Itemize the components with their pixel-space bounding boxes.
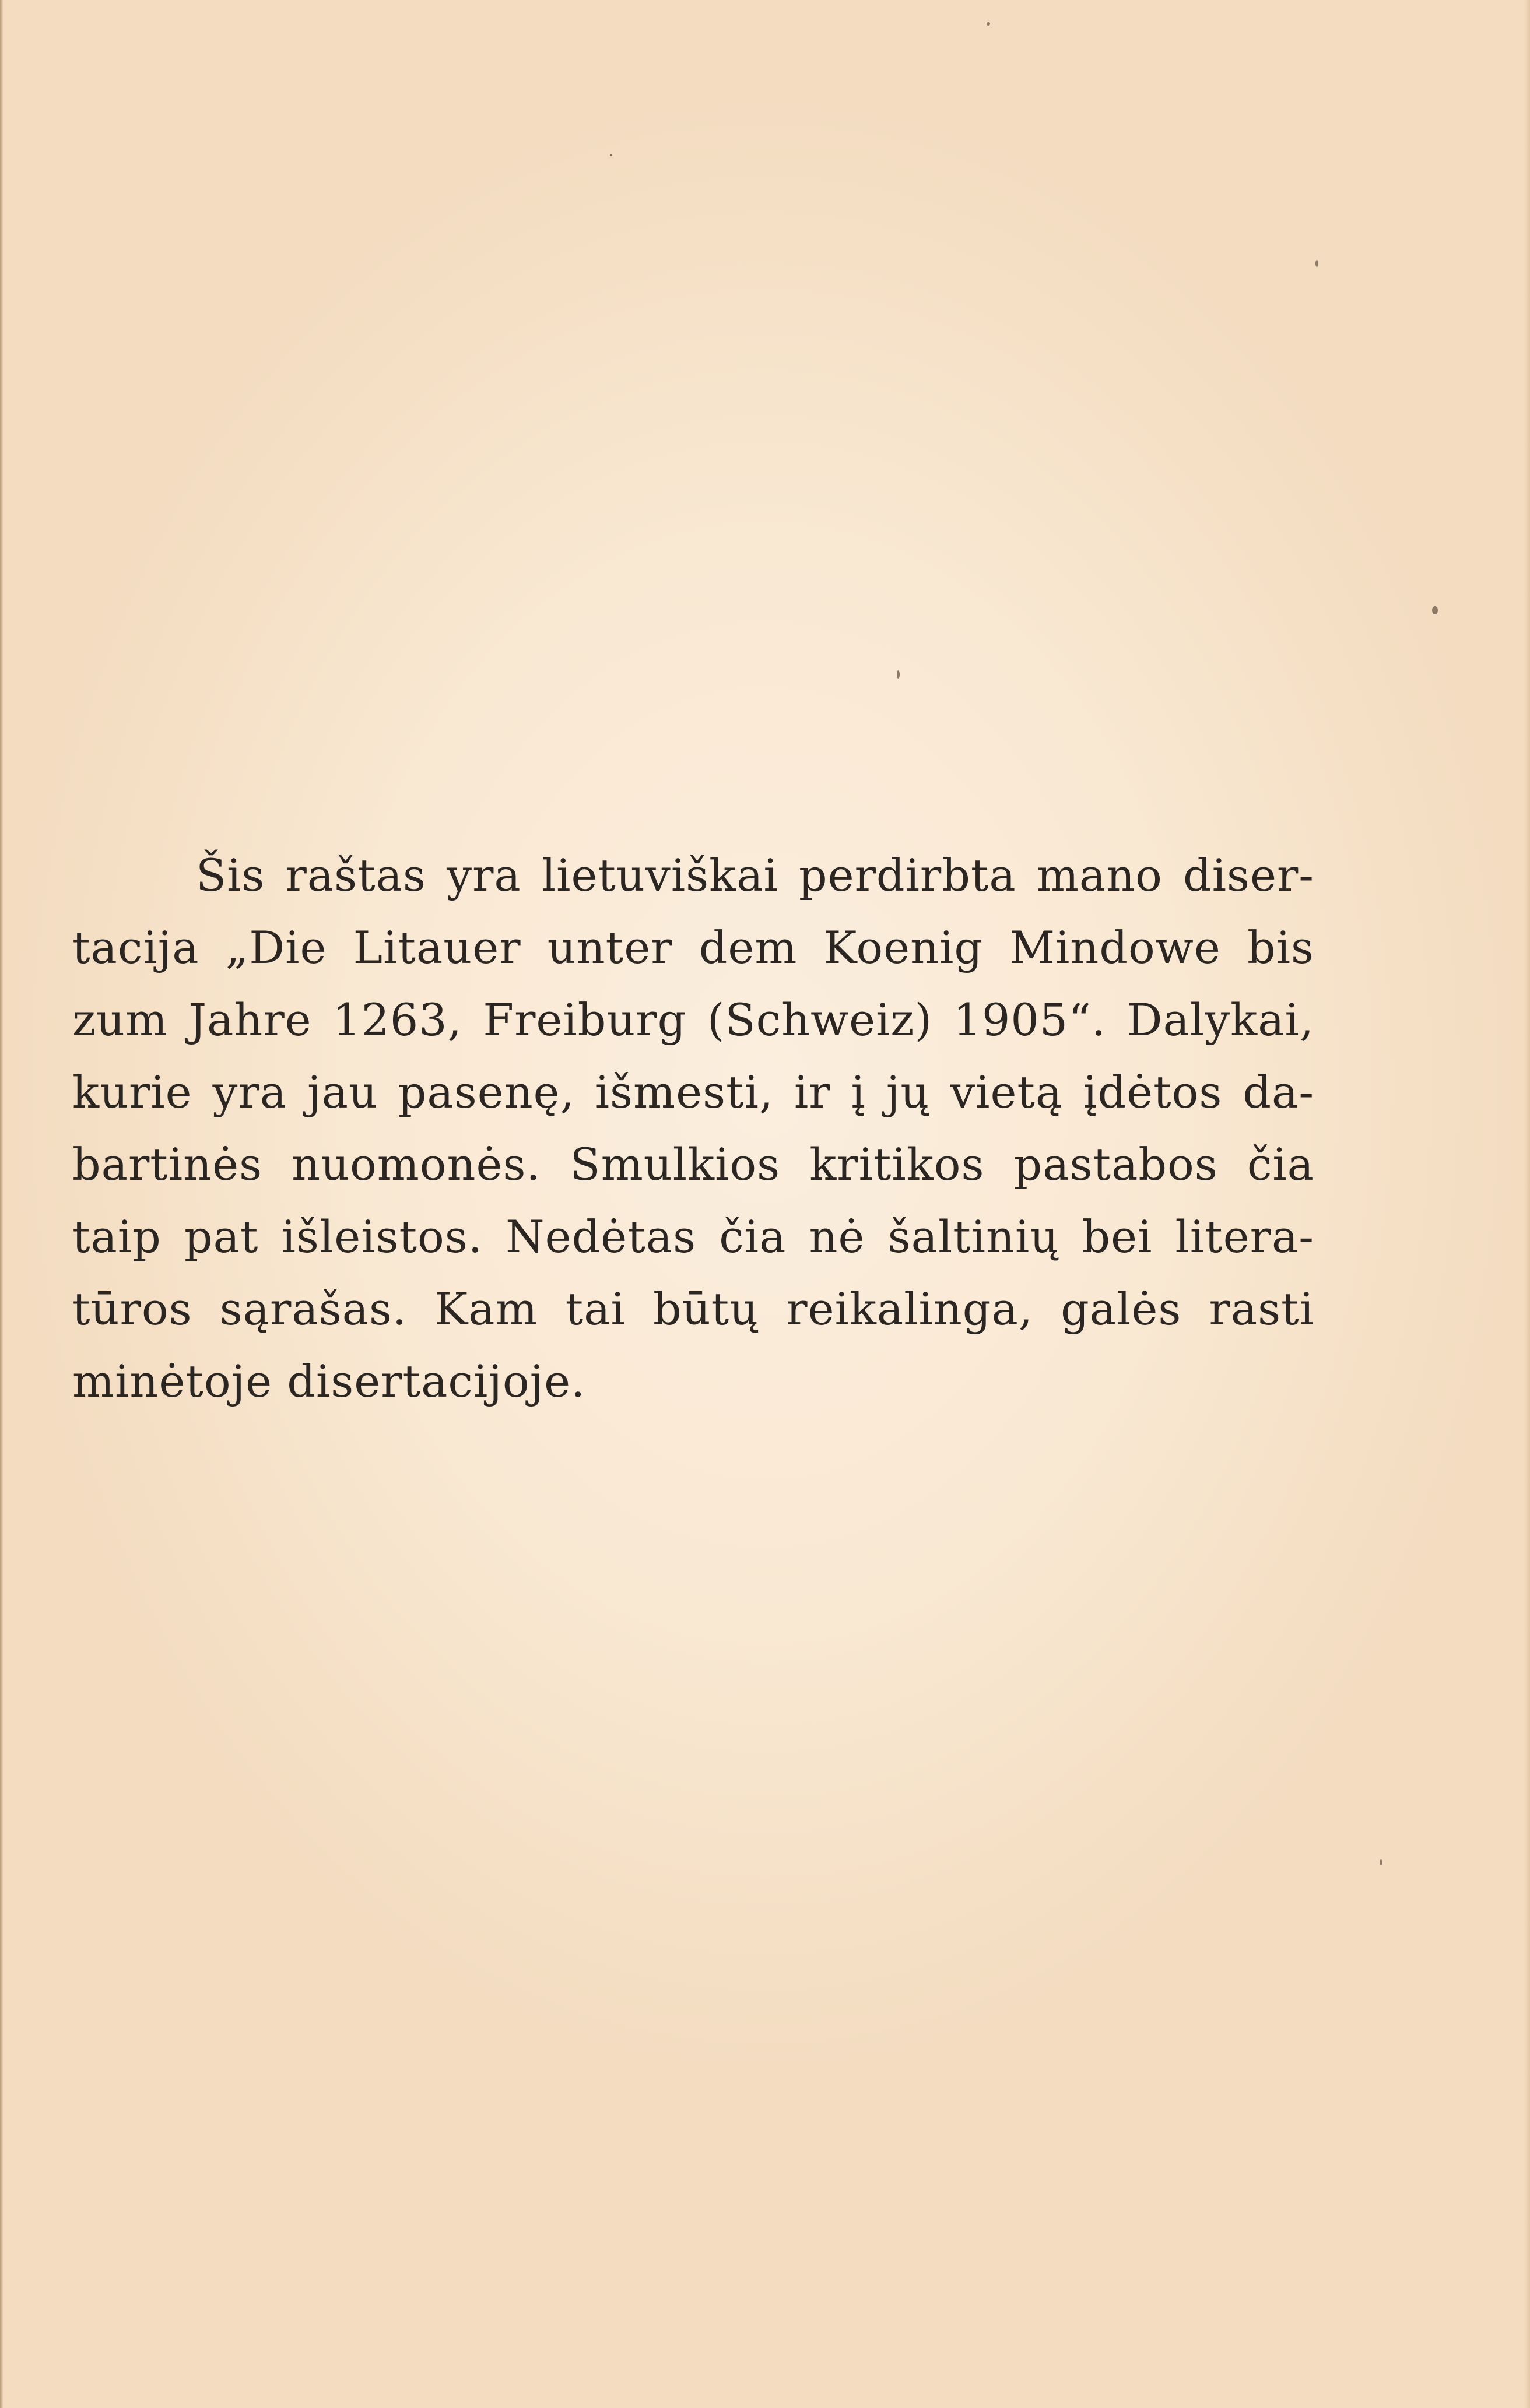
paragraph-line: kurie yra jau pasenę, išmesti, ir į jų vietą įdėtos da- <box>72 1066 1314 1118</box>
paragraph-line: taip pat išleistos. Nedėtas čia nė šaltinių bei litera- <box>72 1211 1314 1263</box>
paragraph-line: minėtoje disertacijoje. <box>72 1355 586 1407</box>
paper-speck <box>610 154 612 156</box>
paper-speck <box>897 670 900 679</box>
paper-speck <box>1432 606 1438 614</box>
paper-speck <box>1380 1859 1382 1865</box>
paper-speck <box>987 22 990 26</box>
paper-speck <box>1315 260 1318 267</box>
paragraph-line: Šis raštas yra lietuviškai perdirbta mano diser- <box>196 849 1314 901</box>
page-left-edge <box>0 0 3 2408</box>
page-right-edge <box>1524 0 1530 2408</box>
paragraph-line: bartinės nuomonės. Smulkios kritikos pastabos čia <box>72 1138 1314 1190</box>
paragraph-line: zum Jahre 1263, Freiburg (Schweiz) 1905“. Dalykai, <box>72 994 1314 1046</box>
paragraph-line: tacija „Die Litauer unter dem Koenig Mindowe bis <box>72 922 1314 973</box>
paragraph-line: tūros sąrašas. Kam tai būtų reikalinga, galės rasti <box>72 1283 1314 1335</box>
preface-paragraph <box>72 839 1314 1418</box>
